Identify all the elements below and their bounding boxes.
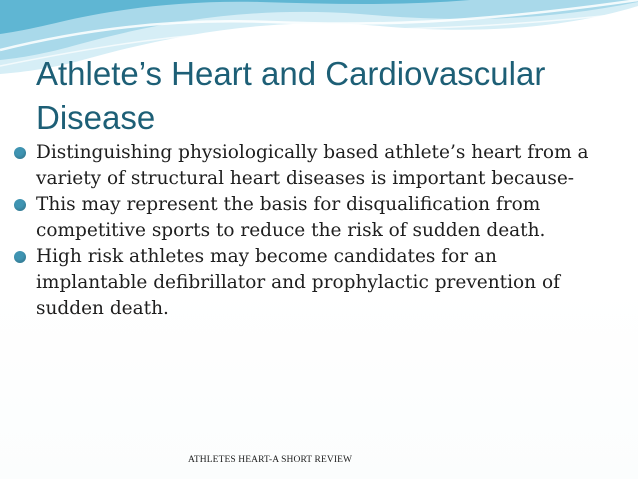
bullet-item (14, 192, 614, 244)
bullet-item (14, 140, 614, 192)
bullet-dot-icon (14, 199, 26, 211)
bullet-list (14, 140, 614, 322)
bullet-dot-icon (14, 147, 26, 159)
bullet-text: Distinguishing physiologically based athlete’s heart from a variety of structural heart diseases is important because- (36, 142, 589, 189)
bullet-text: High risk athletes may become candidates for an implantable defibrillator and prophylactic prevention of sudden death. (36, 246, 560, 319)
slide-footer: ATHLETES HEART-A SHORT REVIEW (188, 455, 353, 465)
bullet-dot-icon (14, 251, 26, 263)
bullet-item (14, 244, 614, 322)
slide-title: Athlete’s Heart and Cardiovascular Disease (36, 55, 546, 136)
bullet-text: This may represent the basis for disqualification from competitive sports to reduce the risk of sudden death. (36, 194, 546, 241)
